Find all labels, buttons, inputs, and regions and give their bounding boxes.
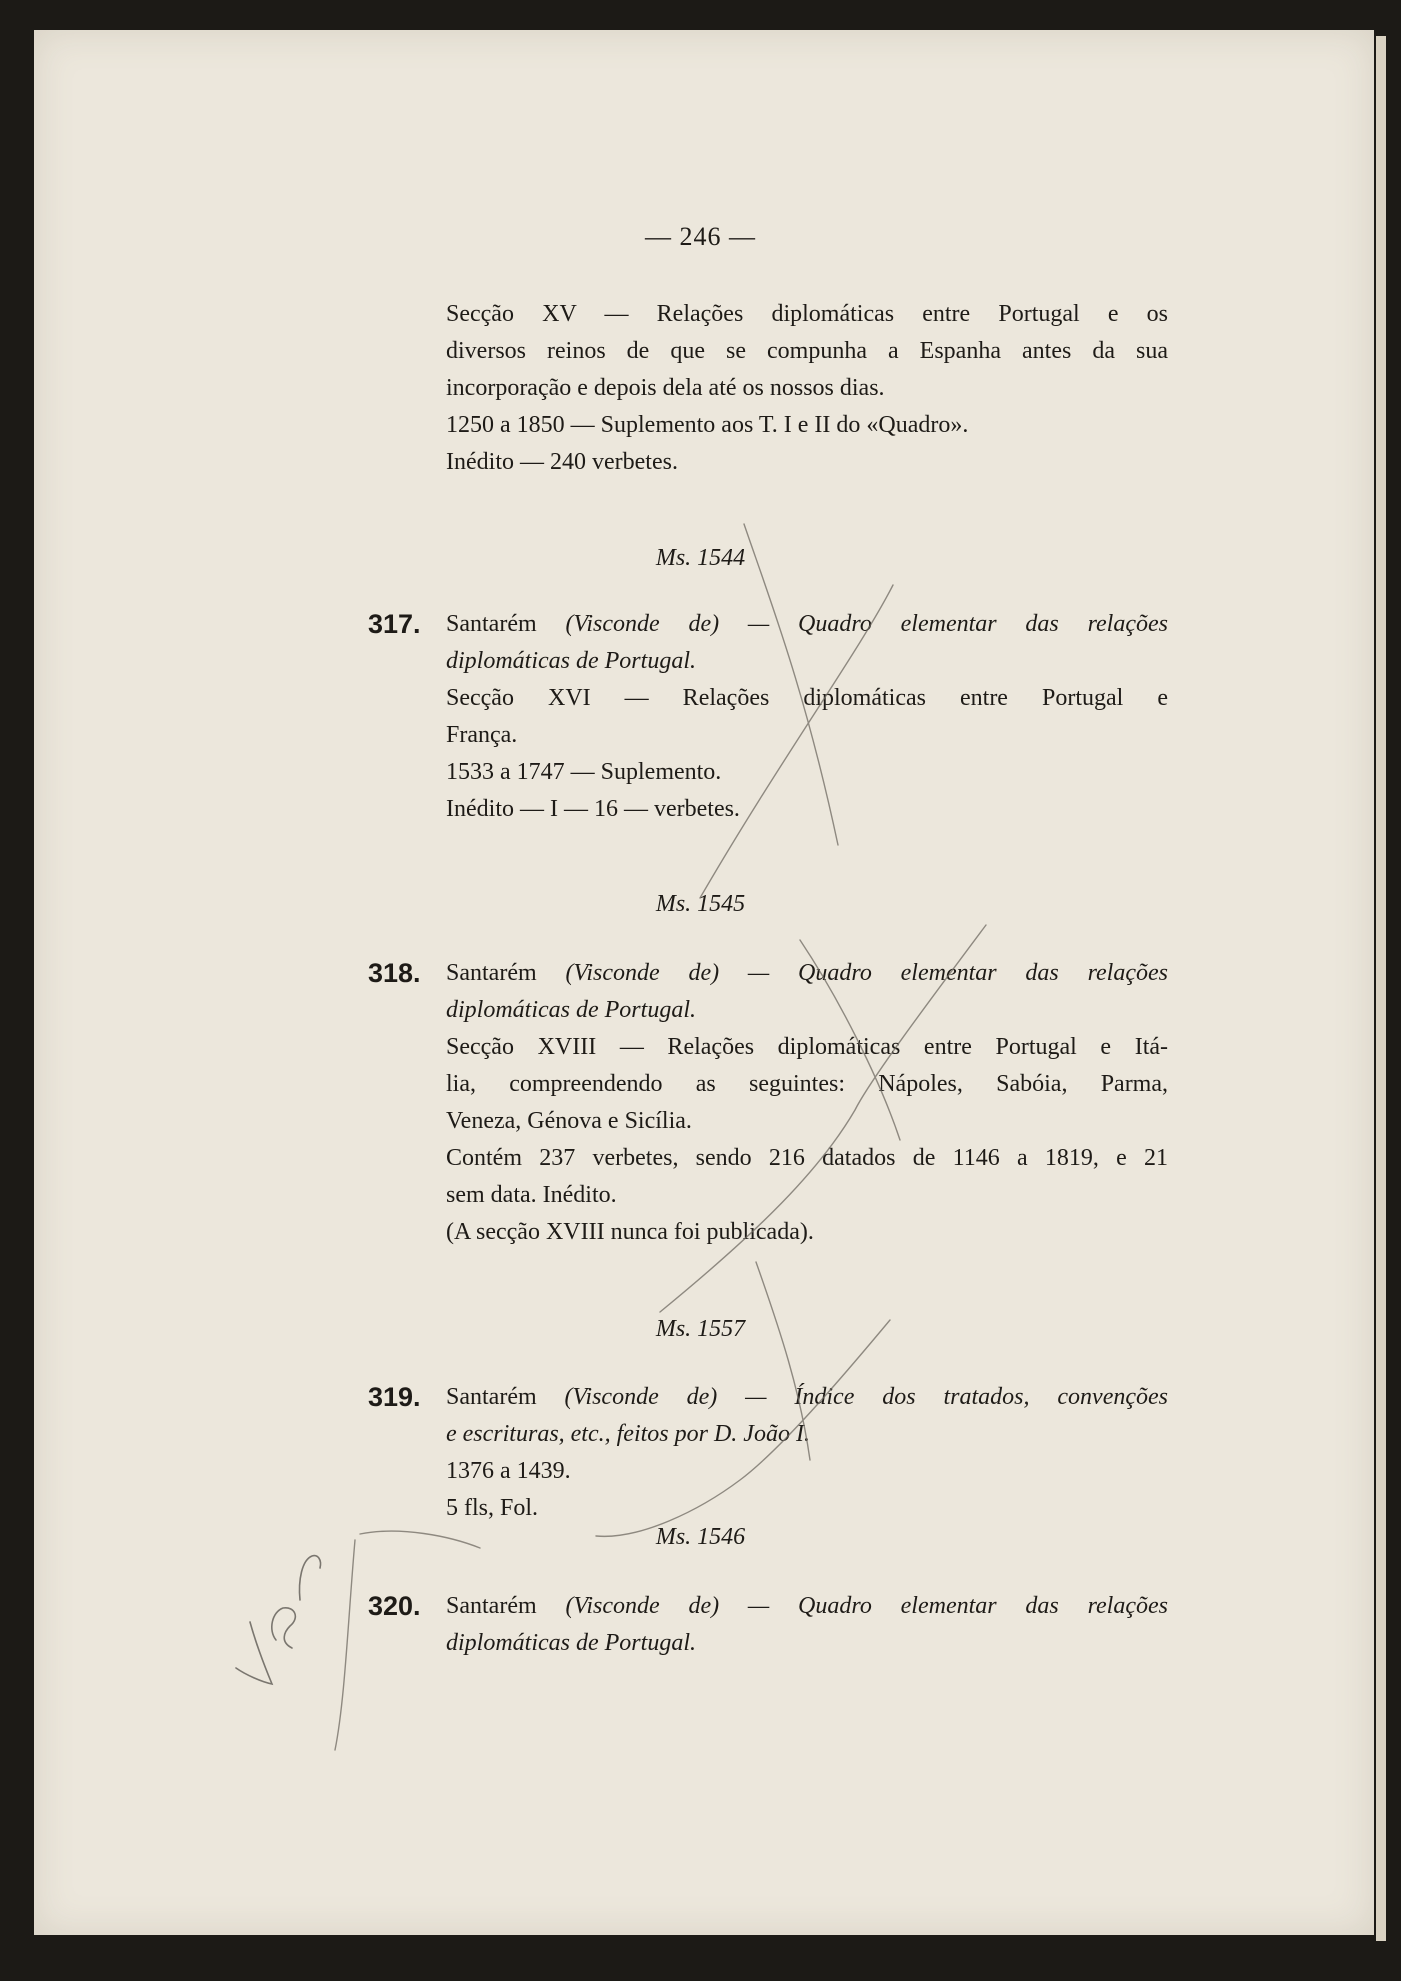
entry-319 — [446, 1379, 1168, 1527]
entry-line: 1533 a 1747 — Suplemento. — [446, 759, 722, 785]
entry-author: Santarém — [446, 611, 537, 637]
entry-318 — [446, 955, 1168, 1251]
entry-heading — [446, 606, 1168, 643]
entry-line: lia, compreendendo as seguintes: Nápoles, Sabóia, Parma, — [446, 1071, 1168, 1097]
entry-number: 319. — [368, 1382, 421, 1412]
entry-heading — [446, 1379, 1168, 1416]
entry-number: 320. — [368, 1591, 421, 1621]
page-number: — 246 — — [645, 222, 756, 251]
entry-author: Santarém — [446, 960, 537, 986]
intro-line: incorporação e depois dela até os nossos dias. — [446, 375, 885, 401]
entry-line: 1376 a 1439. — [446, 1458, 571, 1484]
entry-line: Contém 237 verbetes, sendo 216 datados de 1146 a 1819, e 21 — [446, 1145, 1168, 1171]
entry-author: Santarém — [446, 1384, 537, 1410]
entry-number: 317. — [368, 609, 421, 639]
entry-title-cont: e escrituras, etc., feitos por D. João I. — [446, 1421, 810, 1447]
entry-title-cont: diplomáticas de Portugal. — [446, 1630, 696, 1656]
entry-line: Veneza, Génova e Sicília. — [446, 1108, 692, 1134]
entry-heading — [446, 955, 1168, 992]
intro-line: Secção XV — Relações diplomáticas entre Portugal e os — [446, 301, 1168, 327]
intro-line: Inédito — 240 verbetes. — [446, 449, 678, 475]
entry-320 — [446, 1588, 1168, 1662]
entry-title: (Visconde de) — Quadro elementar das relações — [565, 611, 1168, 637]
entry-line: (A secção XVIII nunca foi publicada). — [446, 1219, 814, 1245]
ms-reference: Ms. 1557 — [655, 1316, 746, 1342]
ms-reference: Ms. 1545 — [655, 891, 746, 917]
entry-author: Santarém — [446, 1593, 537, 1619]
entry-line: Inédito — I — 16 — verbetes. — [446, 796, 740, 822]
entry-317 — [446, 606, 1168, 828]
entry-line: sem data. Inédito. — [446, 1182, 617, 1208]
ms-reference: Ms. 1544 — [655, 545, 746, 571]
entry-line: França. — [446, 722, 518, 748]
entry-title-cont: diplomáticas de Portugal. — [446, 648, 696, 674]
entry-line: Secção XVIII — Relações diplomáticas entre Portugal e Itá- — [446, 1034, 1168, 1060]
intro-line: 1250 a 1850 — Suplemento aos T. I e II do «Quadro». — [446, 412, 969, 438]
entry-title: (Visconde de) — Quadro elementar das relações — [565, 1593, 1168, 1619]
entry-line: Secção XVI — Relações diplomáticas entre Portugal e — [446, 685, 1168, 711]
entry-title: (Visconde de) — Quadro elementar das relações — [565, 960, 1168, 986]
entry-heading — [446, 1588, 1168, 1625]
page-edge — [1376, 36, 1386, 1941]
entry-title: (Visconde de) — Índice dos tratados, convenções — [564, 1384, 1169, 1410]
intro-block — [446, 296, 1168, 481]
intro-line: diversos reinos de que se compunha a Espanha antes da sua — [446, 338, 1168, 364]
entry-number: 318. — [368, 958, 421, 988]
ms-reference: Ms. 1546 — [655, 1524, 746, 1550]
entry-line: 5 fls, Fol. — [446, 1495, 539, 1521]
entry-title-cont: diplomáticas de Portugal. — [446, 997, 696, 1023]
